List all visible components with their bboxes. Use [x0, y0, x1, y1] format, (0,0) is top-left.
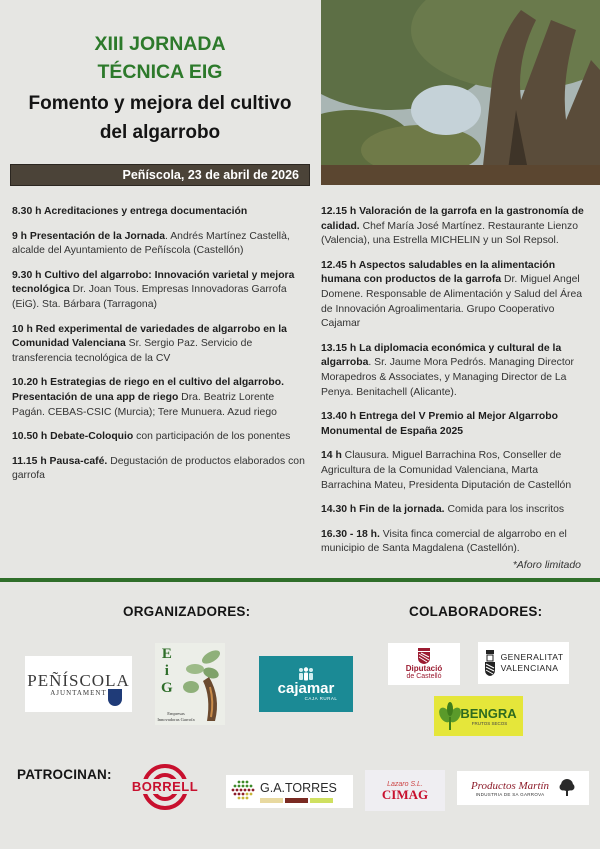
program-item: [12, 455, 308, 484]
productos-martin-logo: [457, 771, 589, 805]
martin-name: Productos Martín: [470, 779, 550, 792]
program-item-detail: Visita finca comercial de algarrobo en el municipio de Santa Magdalena (Castellón).: [321, 528, 567, 555]
program-item: [12, 230, 308, 259]
section-divider: [0, 578, 600, 582]
program-item-detail: Dr. Joan Tous. Empresas Innovadoras Garrofa (EiG). Sta. Bárbara (Tarragona): [12, 284, 287, 310]
peniscola-logo: [25, 656, 132, 712]
program-column-right: [321, 205, 591, 567]
program-item: [321, 503, 591, 518]
diputacio-logo: [388, 643, 460, 685]
program-item: [321, 259, 591, 332]
cajamar-logo: [259, 656, 353, 712]
program-item-title: 9 h Presentación de la Jornada: [12, 230, 166, 242]
program-item-detail: Chef María José Martínez. Restaurante Lienzo (Valencia), una Estrella MICHELIN y un Sol Repsol.: [321, 220, 579, 247]
program-item-title: 10.50 h Debate-Coloquio: [12, 431, 134, 443]
dots-globe-icon: [230, 779, 256, 803]
program-item: [12, 269, 308, 313]
bengra-name: BENGRA: [460, 705, 517, 721]
diputacio-sub: de Castelló: [406, 672, 442, 680]
program-item-detail: Clausura. Miguel Barrachina Ros, Conseller de Agricultura de la Comunidad Valenciana, Marta Barrachina Mateu, Presidenta Diputación de Castellón: [321, 450, 572, 491]
brand-badge: [310, 798, 333, 803]
program-item: [12, 376, 308, 420]
program-item-detail: . Sr. Jaume Mora Pedrós. Managing Director Morapedros & Associates, y Managing Director de La Penya. Benitachell (Alicante).: [321, 357, 574, 398]
event-subtitle-line1: Fomento y mejora del cultivo: [28, 93, 292, 114]
program-item-title: 16.30 - 18 h.: [321, 528, 380, 540]
title-block: [10, 30, 310, 144]
program-item-title: 11.15 h Pausa-café.: [12, 455, 108, 467]
peniscola-name: PEÑÍSCOLA: [27, 670, 130, 690]
program-item: [321, 205, 591, 249]
cajamar-name: cajamar: [277, 680, 335, 697]
brand-badge: [285, 798, 308, 803]
limited-capacity-note: *Aforo limitado: [512, 559, 581, 571]
program-item-detail: Comida para los inscritos: [444, 504, 565, 516]
shield-icon: [108, 689, 122, 706]
generalitat-line1: GENERALITAT: [500, 652, 564, 662]
peniscola-sub: AJUNTAMENT: [50, 688, 107, 697]
program-item: [321, 410, 591, 439]
cajamar-sub: CAJA RURAL: [304, 696, 338, 701]
generalitat-emblem-icon: [484, 650, 496, 676]
program-item-title: 12.15 h Valoración de la garrofa en la gastronomía de calidad.: [321, 206, 584, 232]
event-title-line1: XIII JORNADA: [94, 33, 226, 55]
people-icon: [297, 667, 315, 681]
program-item: [12, 205, 308, 220]
event-subtitle-line2: del algarrobo: [99, 122, 221, 143]
program-item-title: 14 h: [321, 450, 342, 462]
program-item: [12, 323, 308, 367]
program-item-detail: con participación de los ponentes: [133, 431, 291, 443]
eig-letters: [161, 646, 173, 697]
program-item: [321, 449, 591, 493]
program-item: [12, 430, 308, 445]
gatorres-brands: [260, 798, 333, 803]
organizadores-label: ORGANIZADORES:: [123, 604, 251, 619]
program-item-title: 13.40 h Entrega del V Premio al Mejor Algarrobo Monumental de España 2025: [321, 411, 558, 437]
eig-letter: i: [164, 663, 169, 679]
program-item-detail: Dra. Beatriz Lorente Pagán. CEBAS-CSIC (Murcia); Tere Munuera. Azud riego: [12, 391, 277, 418]
program-item-detail: Dr. Miguel Angel Domene. Responsable de Alimentación y Salud del Área de Innovación Agroalimentaria. Grupo Cooperativo Cajamar: [321, 274, 583, 330]
cimag-logo: [365, 770, 445, 811]
bengra-logo: [434, 696, 523, 736]
diputacio-name: Diputació: [405, 663, 443, 673]
patrocinan-label: PATROCINAN:: [17, 767, 112, 782]
event-title-line2: TÉCNICA EIG: [97, 61, 223, 83]
diputacio-emblem-icon: [417, 648, 431, 664]
program-item-title: 10 h Red experimental de variedades de algarrobo en la Comunidad Valenciana: [12, 323, 287, 350]
program-item: [321, 528, 591, 557]
gatorres-logo: [226, 775, 353, 808]
event-date-bar: Peñíscola, 23 de abril de 2026: [10, 164, 310, 186]
borrell-name: BORRELL: [131, 778, 199, 794]
program-item-detail: Sr. Sergio Paz. Servicio de transferencia tecnológica de la CV: [12, 338, 253, 364]
program-item-title: 8.30 h Acreditaciones y entrega documentación: [12, 206, 248, 217]
program-item-title: 12.45 h Aspectos saludables en la alimentación humana con productos de la garrofa: [321, 259, 556, 286]
carob-tree-photo: [321, 0, 600, 185]
eig-logo: [155, 643, 225, 725]
colaboradores-label: COLABORADORES:: [409, 604, 543, 619]
program-item: [321, 342, 591, 400]
eig-sub: Empresas Innovadoras Garrofa: [157, 711, 195, 722]
bengra-sub: FRUTOS SECOS: [471, 720, 508, 726]
program-item-title: 10.20 h Estrategias de riego en el cultivo del algarrobo. Presentación de una app de riego: [12, 377, 284, 403]
program-item-title: 9.30 h Cultivo del algarrobo: Innovación varietal y mejora tecnológica: [12, 269, 295, 296]
program-item-detail: . Andrés Martínez Castellà, alcalde del Ayuntamiento de Peñíscola (Castellón): [12, 230, 290, 257]
leaf-icon: [439, 701, 461, 731]
generalitat-logo: [478, 642, 569, 684]
program-column-left: [12, 205, 308, 494]
program-item-title: 14.30 h Fin de la jornada.: [321, 504, 445, 516]
martin-text: [471, 780, 549, 797]
brand-badge: [260, 798, 283, 803]
cimag-top: Lazaro S.L.: [387, 780, 423, 788]
program-item-detail: Degustación de productos elaborados con garrofa: [12, 455, 305, 482]
gatorres-name: G.A.TORRES: [260, 780, 337, 795]
eig-letter: E: [161, 646, 172, 662]
martin-sub: INDUSTRIA DE SA GARROVA: [475, 791, 545, 797]
eig-letter: G: [161, 680, 173, 696]
generalitat-text: [501, 652, 564, 674]
borrell-logo: [120, 766, 210, 806]
program-item-title: 13.15 h La diplomacia económica y cultural de la algarroba: [321, 342, 562, 369]
cimag-name: CIMAG: [381, 786, 429, 802]
tree-icon: [559, 778, 575, 798]
generalitat-line2: VALENCIANA: [500, 663, 559, 673]
